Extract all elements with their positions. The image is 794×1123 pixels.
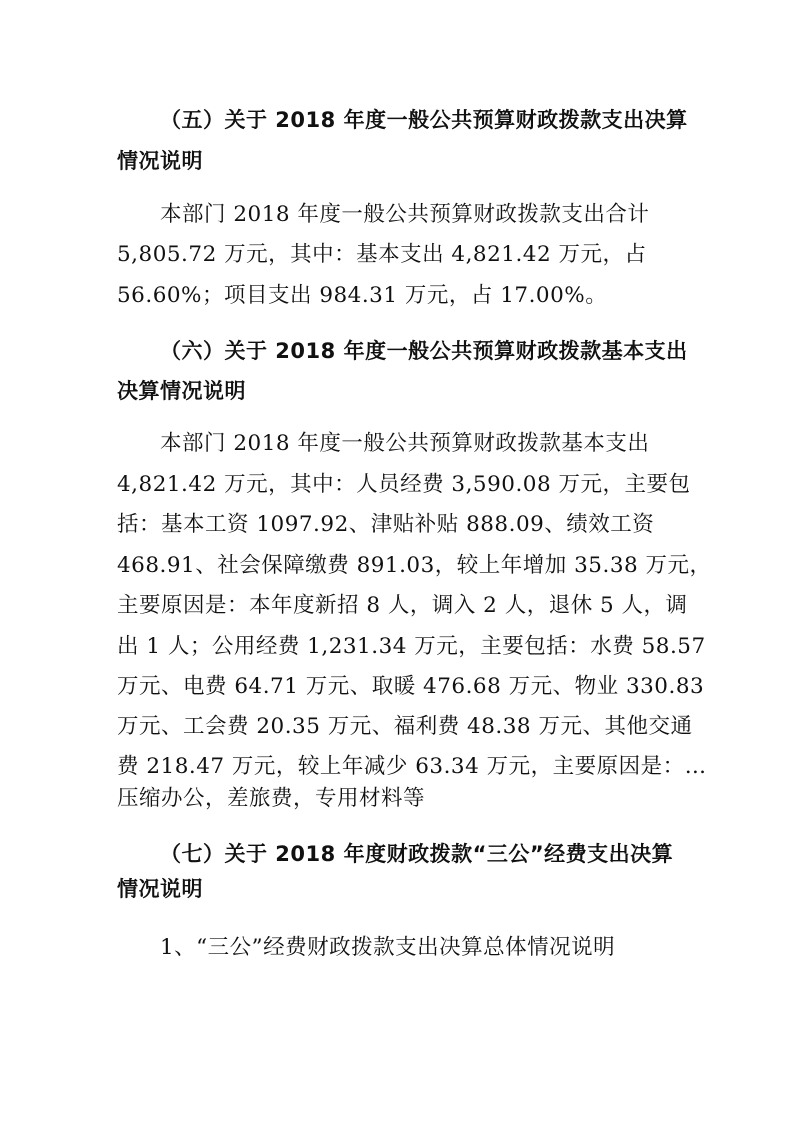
section-6-body-line-2: 4,821.42 万元，其中：人员经费 3,590.08 万元，主要包: [117, 472, 691, 497]
section-7-heading-line-1: （七）关于 2018 年度财政拨款“三公”经费支出决算: [160, 842, 674, 866]
section-6-body-line-7: 万元、电费 64.71 万元、取暖 476.68 万元、物业 330.83: [117, 674, 705, 699]
section-6-body-line-10: 压缩办公，差旅费，专用材料等: [117, 786, 426, 811]
section-5-heading-line-1: （五）关于 2018 年度一般公共预算财政拨款支出决算: [160, 108, 688, 132]
section-6-body-line-9: 费 218.47 万元，较上年减少 63.34 万元，主要原因是：…: [117, 754, 707, 779]
section-5-body-line-3: 56.60%；项目支出 984.31 万元，占 17.00%。: [117, 283, 608, 308]
section-6-body-line-4: 468.91、社会保障缴费 891.03，较上年增加 35.38 万元，: [117, 553, 712, 578]
section-6-body-line-1: 本部门 2018 年度一般公共预算财政拨款基本支出: [160, 431, 650, 456]
section-7-body-line-1: 1、“三公”经费财政拨款支出决算总体情况说明: [160, 935, 616, 960]
section-5-body-line-1: 本部门 2018 年度一般公共预算财政拨款支出合计: [160, 202, 650, 227]
section-5-heading-line-2: 情况说明: [117, 149, 203, 173]
section-5-body-line-2: 5,805.72 万元，其中：基本支出 4,821.42 万元，占: [117, 242, 647, 267]
section-6-body-line-6: 出 1 人；公用经费 1,231.34 万元，主要包括：水费 58.57: [117, 634, 706, 659]
section-6-body-line-8: 万元、工会费 20.35 万元、福利费 48.38 万元、其他交通: [117, 714, 693, 739]
section-6-body-line-3: 括：基本工资 1097.92、津贴补贴 888.09、绩效工资: [117, 512, 655, 537]
section-7-heading-line-2: 情况说明: [117, 877, 203, 901]
section-6-heading-line-2: 决算情况说明: [117, 379, 246, 403]
section-6-heading-line-1: （六）关于 2018 年度一般公共预算财政拨款基本支出: [160, 339, 688, 363]
section-6-body-line-5: 主要原因是：本年度新招 8 人，调入 2 人，退休 5 人，调: [117, 593, 688, 618]
